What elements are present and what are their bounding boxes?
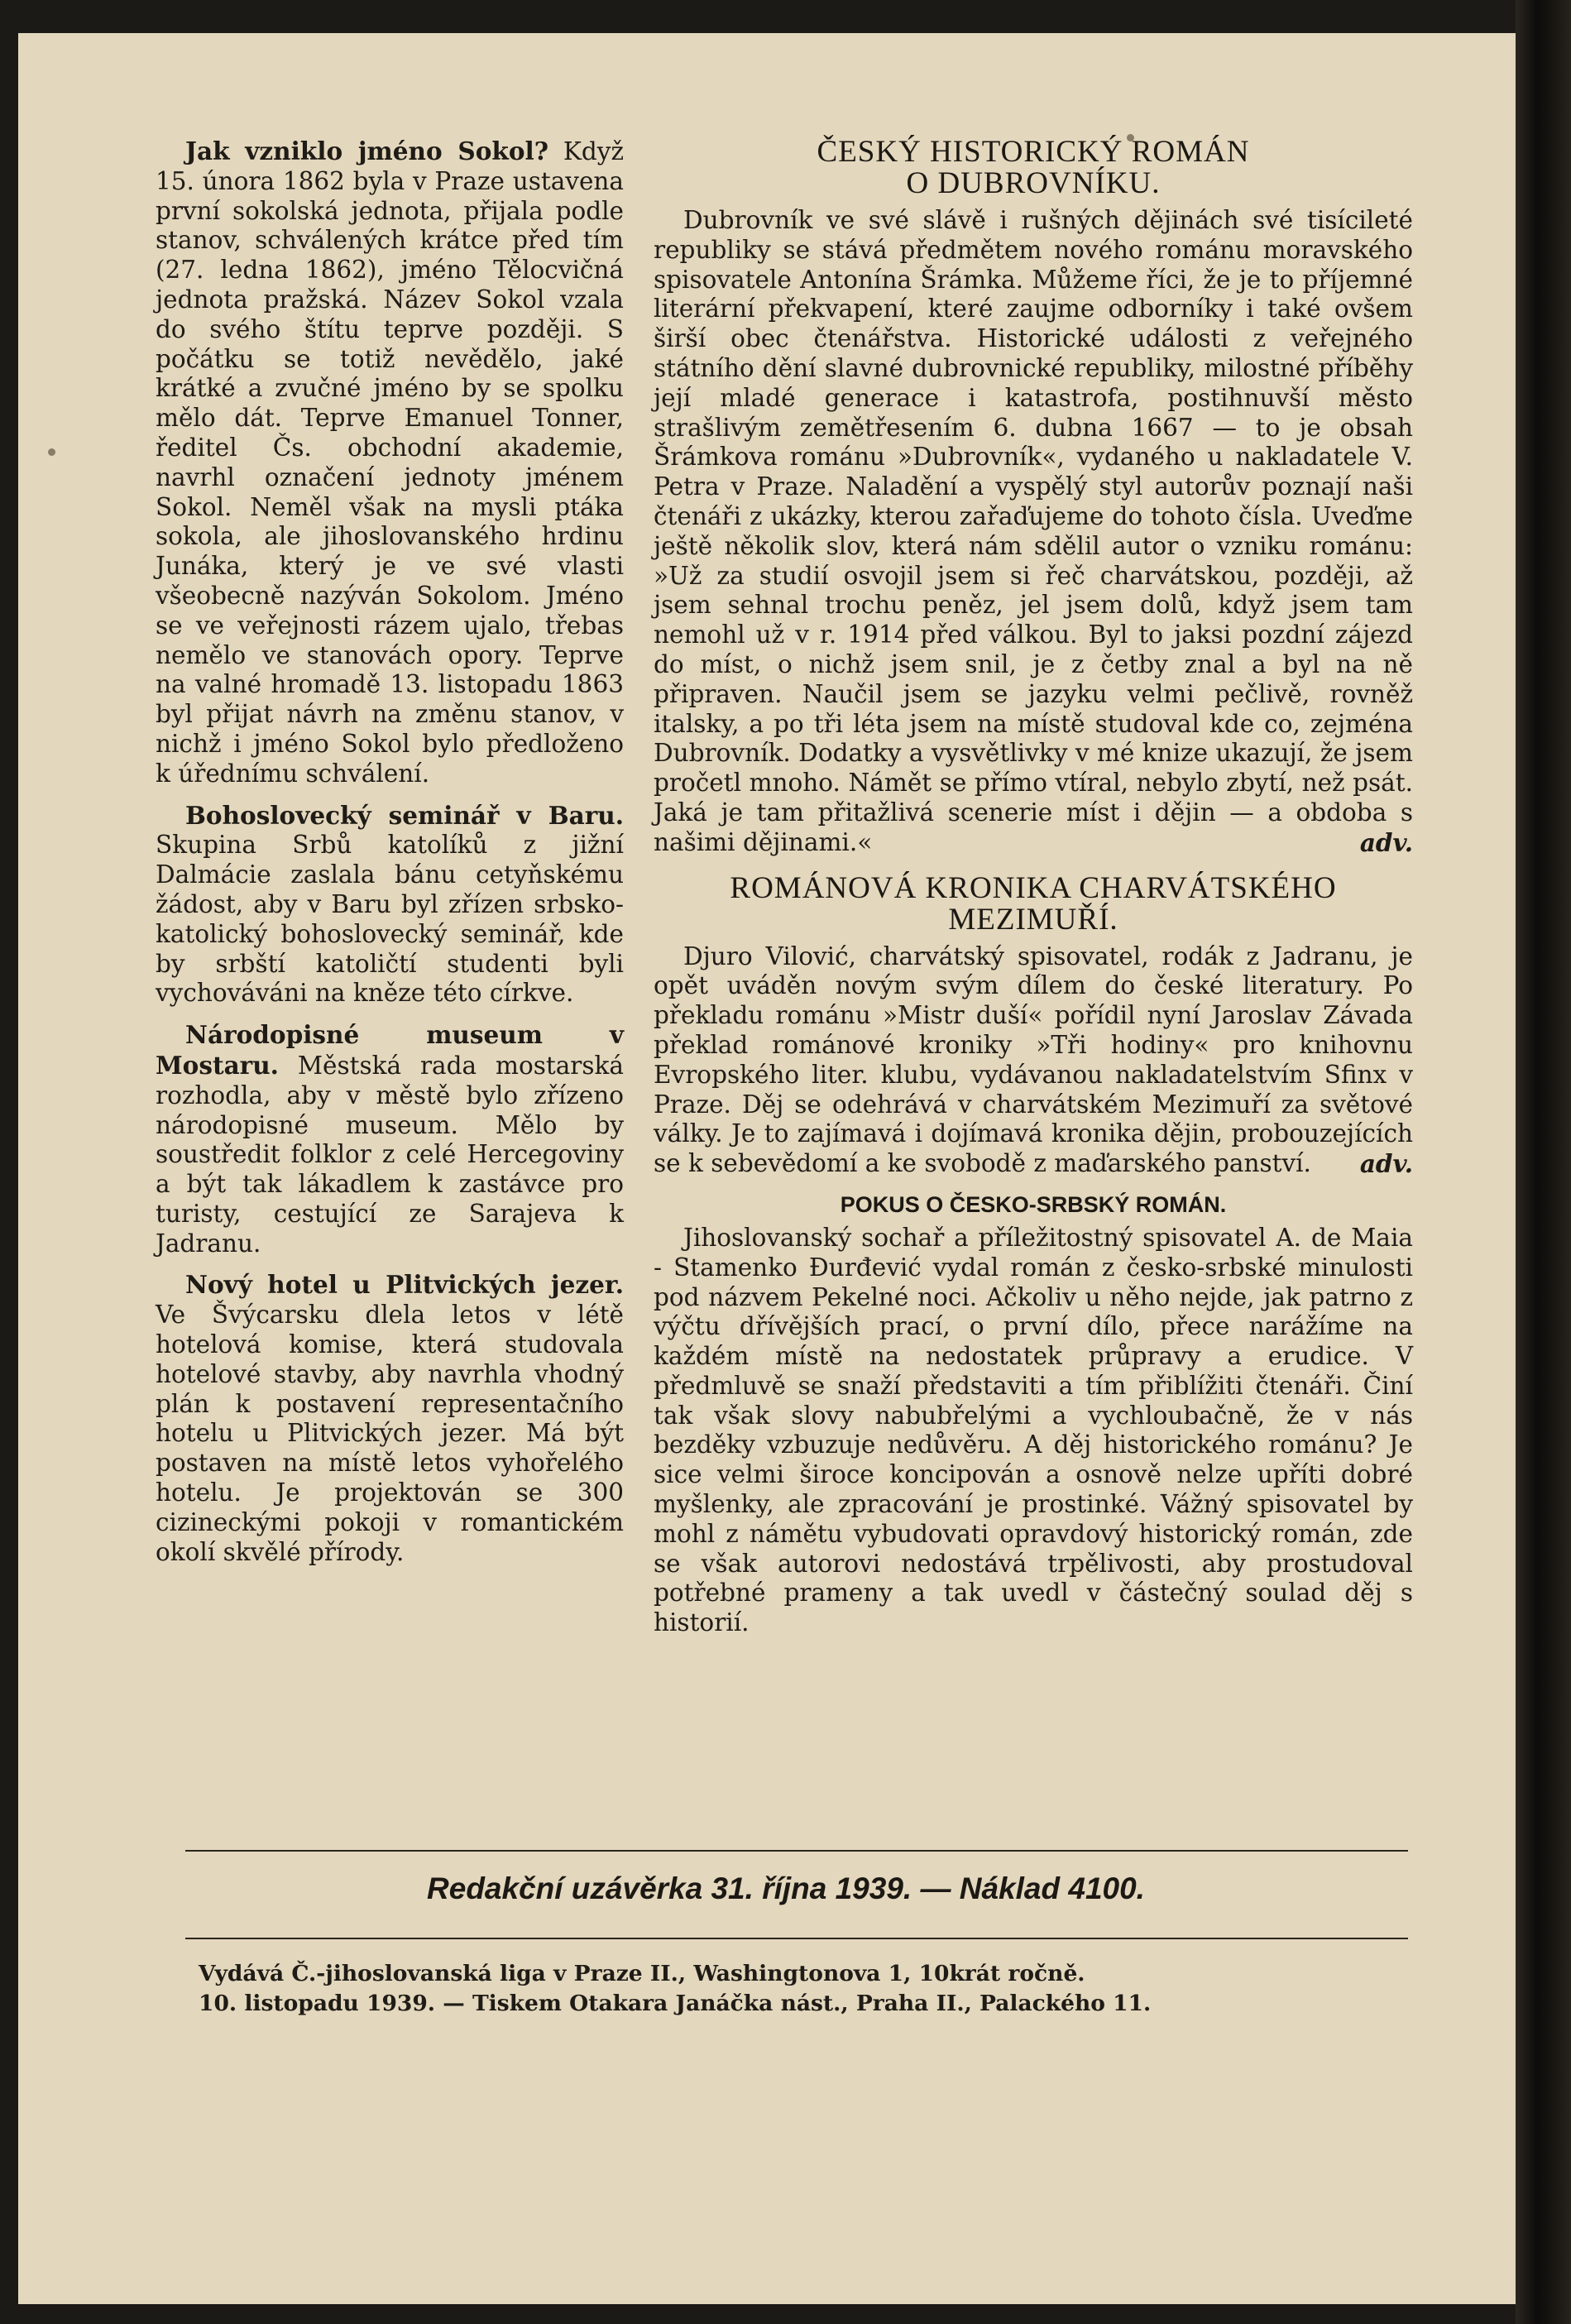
article-title-line: O DUBROVNÍKU.	[906, 166, 1161, 200]
article-title	[654, 870, 1413, 937]
article-body	[654, 206, 1413, 858]
news-item-heading: Nový hotel u Plitvických jezer.	[185, 1270, 624, 1300]
news-item-text: Skupina Srbů katolíků z jižní Dalmácie zaslala bánu cetyňskému žádost, aby v Baru byl zřízen srbsko-katolický bohoslovecký seminář, kde by srbští katoličtí studenti byli vychováváni na kněze této církve.	[156, 831, 624, 1008]
divider-rule	[185, 1938, 1408, 1939]
news-item-seminary	[156, 801, 624, 1009]
author-signature: adv.	[1359, 1149, 1413, 1179]
news-item-museum	[156, 1020, 624, 1258]
news-item-sokol	[156, 137, 624, 789]
article-title-line: MEZIMUŘÍ.	[948, 902, 1118, 937]
news-item-heading: Národopisné museum v Mostaru.	[156, 1020, 624, 1080]
book-binding-edge	[1516, 0, 1571, 2324]
left-column	[156, 137, 624, 1579]
article-body	[654, 942, 1413, 1179]
news-item-text: Když 15. února 1862 byla v Praze ustavena první sokolská jednota, přijala podle stanov, schválených krátce před tím (27. ledna 1862), jméno Tělocvičná jednota pražská. Název Sokol vzala do svého štítu teprve později. S počátku se totiž nevědělo, jaké krátké a zvučné jméno by se spolku mělo dát. Teprve Emanuel Tonner, ředitel Čs. obchodní akademie, navrhl označení jednoty jménem Sokol. Neměl však na mysli ptáka sokola, ale jihoslovanského hrdinu Junáka, který je ve své vlasti všeobecně nazýván Sokolom. Jméno se ve veřejnosti rázem ujalo, třebas nemělo ve stanovách opory. Teprve na valné hromadě 13. listopadu 1863 byl přijat návrh na změnu stanov, v nichž i jméno Sokol bylo předloženo k úřednímu schválení.	[156, 137, 625, 788]
article-title-line: ČESKÝ HISTORICKÝ ROMÁN	[817, 135, 1250, 169]
article-text: Dubrovník ve své slávě i rušných dějinách své tisícileté republiky se stává předmětem nového románu moravského spisovatele Antonína Šrámka. Můžeme říci, že je to příjemné literární překvapení, které zaujme odborníky i také ovšem širší obec čtenářstva. Historické události z veřejného státního dění slavné dubrovnické republiky, milostné příběhy její mladé generace i katastrofa, postihnuvší město strašlivým zemětřesením 6. dubna 1667 — to je obsah Šrámkova románu »Dubrovník«, vydaného u nakladatele V. Petra v Praze. Naladění a vyspělý styl autorův poznají naši čtenáři z ukázky, kterou zařaďujeme do tohoto čísla. Uveďme ještě několik slov, která nám sdělil autor o vzniku románu: »Už za studií osvojil jsem si řeč charvátskou, později, až jsem sehnal trochu peněz, jel jsem dolů, když jsem tam nemohl už v r. 1914 před válkou. Byl to jaksi pozdní zájezd do míst, o nichž jsem snil, je z četby znal a byl na ně připraven. Naučil jsem se jazyku velmi pečlivě, rovněž italsky, a po tři léta jsem na místě studoval kde co, zejména Dubrovník. Dodatky a vysvětlivky v mé knize ukazují, že jsem pročetl mnoho. Námět se přímo vtíral, nebylo zbytí, než psát. Jaká je tam přitažlivá scenerie míst i dějin — a obdoba s našimi dějinami.«	[654, 206, 1413, 856]
article-body	[654, 1224, 1413, 1638]
ink-speck	[48, 448, 55, 456]
news-item-heading: Jak vzniklo jméno Sokol?	[185, 137, 549, 165]
author-signature: adv.	[1359, 827, 1413, 857]
imprint-line: 10. listopadu 1939. — Tiskem Otakara Janáčka nást., Praha II., Palackého 11.	[199, 1991, 1152, 2016]
article-text: Djuro Vilović, charvátský spisovatel, rodák z Jadranu, je opět uváděn novým svým dílem do české literatury. Po překladu románu »Mistr duší« pořídil nyní Jaroslav Závada překlad románové kroniky »Tři hodiny« pro knihovnu Evropského liter. klubu, vydávanou nakladatelstvím Sfinx v Praze. Děj se odehrává v charvátském Mezimuří za světové války. Je to zajímavá i dojímavá kronika dějin, probouzejících se k sebevědomí a ke svobodě z maďarského panství.	[654, 942, 1413, 1178]
article-text: Jihoslovanský sochař a příležitostný spisovatel A. de Maia - Stamenko Đurđević vydal román z česko-srbské minulosti pod názvem Pekelné noci. Ačkoliv u něho nejde, jak patrno z výčtu dřívějších prací, o první dílo, přece narážíme na každém místě na nedostatek průpravy a erudice. V předmluvě se snaží představiti a tím přiblížiti čtenáři. Činí tak však slovy nabubřelými a vychloubačně, že v nás bezděky vzbuzuje nedůvěru. A děj historického románu? Je sice velmi široce koncipován a osnově nelze upříti dobré myšlenky, ale zpracování je prostinké. Vážný spisovatel by mohl z námětu vybudovati opravdový historický román, zde se však autorovi nedostává trpělivosti, aby prostudoval potřebné prameny a tak uvedl v částečný soulad děj s historií.	[654, 1223, 1413, 1637]
news-item-heading: Bohoslovecký seminář v Baru.	[185, 800, 624, 830]
imprint-line: Vydává Č.-jihoslovanská liga v Praze II., Washingtonova 1, 10krát ročně.	[199, 1961, 1085, 1986]
divider-rule	[185, 1850, 1408, 1852]
news-item-hotel	[156, 1270, 624, 1567]
article-title: POKUS O ČESKO-SRBSKÝ ROMÁN.	[840, 1191, 1227, 1217]
article-title-line: ROMÁNOVÁ KRONIKA CHARVÁTSKÉHO	[730, 870, 1337, 905]
right-column	[654, 137, 1413, 1650]
article-title	[654, 137, 1413, 199]
editorial-deadline: Redakční uzávěrka 31. října 1939. — Náklad 4100.	[427, 1871, 1145, 1905]
publisher-imprint	[199, 1959, 1406, 2019]
news-item-text: Ve Švýcarsku dlela letos v létě hotelová komise, která studovala hotelové stavby, aby navrhla vhodný plán k postavení representačního hotelu u Plitvických jezer. Má být postaven na místě letos vyhořelého hotelu. Je projektován se 300 cizineckými pokoji v romantickém okolí skvělé přírody.	[156, 1301, 624, 1566]
news-item-text: Městská rada mostarská rozhodla, aby v městě bylo zřízeno národopisné museum. Mělo by soustředit folklor z celé Hercegoviny a být tak lákadlem k zastávce pro turisty, cestující ze Sarajeva k Jadranu.	[156, 1051, 624, 1258]
